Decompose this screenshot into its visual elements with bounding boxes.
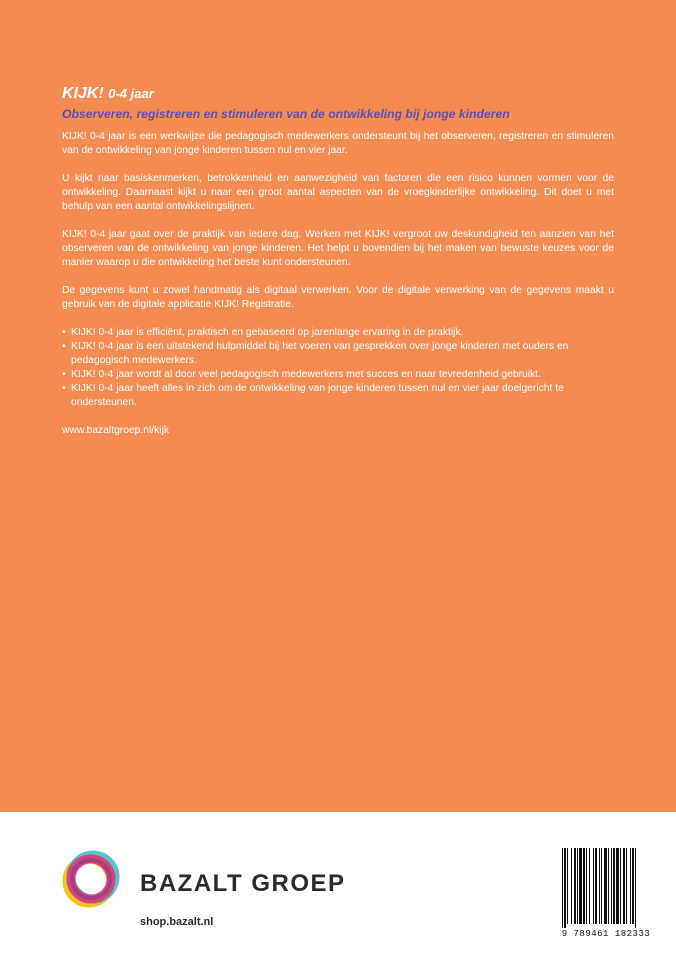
list-item-text: KIJK! 0-4 jaar is efficiënt, praktisch en gebaseerd op jarenlange ervaring in de praktijk. xyxy=(71,327,464,338)
isbn-number: 9 789461 182333 xyxy=(561,929,651,939)
paragraph-practice: KIJK! 0-4 jaar gaat over de praktijk van iedere dag. Werken met KIJK! vergroot uw deskundigheid ten aanzien van het observeren van de ontwikkeling van jonge kinderen. Het helpt u bovendien bij het maken van bewuste keuzes voor de manier waarop u die ontwikkeling het beste kunt ondersteunen. xyxy=(62,229,614,268)
publisher-name: BAZALT GROEP xyxy=(140,870,346,897)
bazalt-ring-logo-icon xyxy=(62,850,120,908)
barcode-icon xyxy=(560,848,652,928)
title-age: 0-4 jaar xyxy=(108,86,154,101)
bullet-icon: • xyxy=(62,327,66,338)
publisher-footer xyxy=(0,812,676,960)
list-item-text: KIJK! 0-4 jaar wordt al door veel pedagogisch medewerkers met succes en naar tevredenheid gebruikt. xyxy=(71,369,541,380)
website-link[interactable]: www.bazaltgroep.nl/kijk xyxy=(62,425,170,436)
list-item-text: KIJK! 0-4 jaar heeft alles in zich om de ontwikkeling van jonge kinderen tussen nul en vier jaar doelgericht te ondersteunen. xyxy=(71,383,564,408)
list-item xyxy=(62,368,614,382)
shop-link[interactable]: shop.bazalt.nl xyxy=(140,916,214,928)
bullet-icon: • xyxy=(62,369,66,380)
book-subtitle: Observeren, registreren en stimuleren van de ontwikkeling bij jonge kinderen xyxy=(62,107,510,121)
list-item xyxy=(62,326,614,340)
paragraph-intro: KIJK! 0-4 jaar is een werkwijze die pedagogisch medewerkers ondersteunt bij het observeren, registreren en stimuleren van de ontwikkeling van jonge kinderen tussen nul en vier jaar. xyxy=(62,131,614,156)
cover-text xyxy=(62,84,614,438)
bullet-icon: • xyxy=(62,383,66,394)
bullet-icon: • xyxy=(62,341,66,352)
paragraph-observing: U kijkt naar basiskenmerken, betrokkenheid en aanwezigheid van factoren die een risico kunnen vormen voor de ontwikkeling. Daarnaast kijkt u naar een groot aantal aspecten van de vroegkinderlijke ontwikkeling. Dit doet u met behulp van een aantal ontwikkelingslijnen. xyxy=(62,173,614,212)
benefits-list xyxy=(62,326,614,410)
barcode xyxy=(560,848,652,944)
list-item-text: KIJK! 0-4 jaar is een uitstekend hulpmiddel bij het voeren van gesprekken over jonge kinderen met ouders en pedagogisch medewerkers. xyxy=(71,341,569,366)
list-item xyxy=(62,340,614,368)
list-item xyxy=(62,382,614,410)
book-title xyxy=(62,84,614,104)
paragraph-digital: De gegevens kunt u zowel handmatig als digitaal verwerken. Voor de digitale verwerking van de gegevens maakt u gebruik van de digitale applicatie KIJK! Registratie. xyxy=(62,285,614,310)
title-brand: KIJK! xyxy=(62,85,104,102)
